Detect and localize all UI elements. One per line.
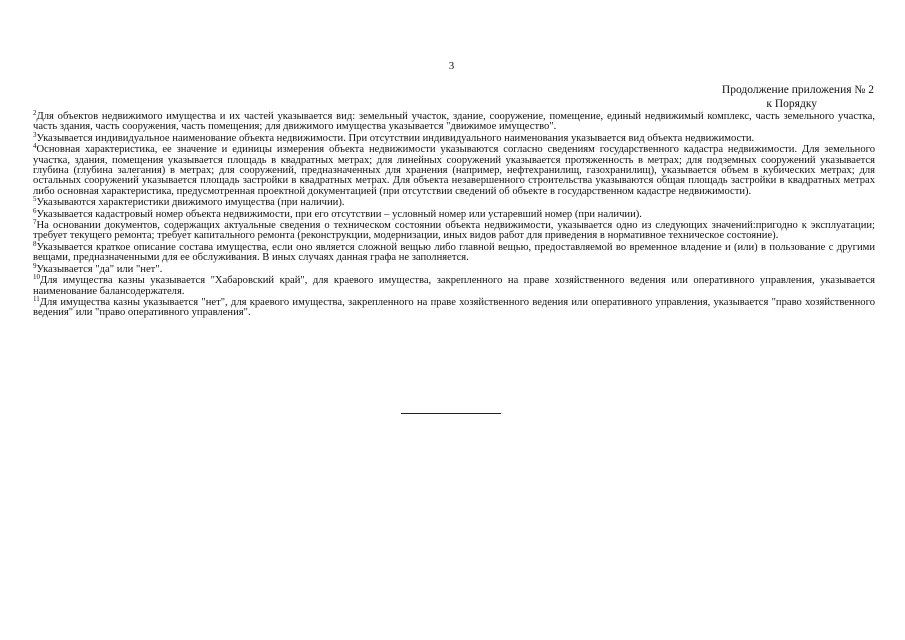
footnote-text: Указывается "да" или "нет". <box>36 263 163 275</box>
footnote-text: Для объектов недвижимого имущества и их частей указывается вид: земельный участок, здание, сооружение, помещение, единый недвижимый комплекс, часть земельного участка, часть здания, часть сооружения, часть помещения; для движимого имущества указывается "движимое имущество". <box>33 111 875 133</box>
footnote-6 <box>33 206 875 220</box>
footnote-text: Основная характеристика, ее значение и единицы измерения объекта недвижимости указываются согласно сведениям государственного кадастра недвижимости. Для земельного участка, здания, помещения указывается площадь в квадратных метрах; для линейных сооружений указывается протяженность в метрах; для подземных сооружений указывается глубина (глубина залегания) в метрах; для сооружений, предназначенных для хранения (например, нефтехранилищ, газохранилищ), указывается объем в кубических метрах; для остальных сооружений указывается площадь застройки в квадратных метрах. Для объекта незавершенного строительства указываются общая площадь застройки в квадратных метрах либо основная характеристика, предусмотренная проектной документацией (при отсутствии сведений об объекте в государственном кадастре недвижимости). <box>33 144 875 197</box>
footnote-marker: 6 <box>33 206 37 215</box>
footnote-9 <box>33 261 875 275</box>
footnote-8 <box>33 239 875 264</box>
footnote-2 <box>33 109 875 133</box>
footnote-marker: 7 <box>33 218 37 227</box>
footnote-marker: 3 <box>33 130 37 139</box>
footnote-11 <box>33 294 875 319</box>
footnote-text: Для имущества казны указывается "нет", для краевого имущества, закрепленного на праве хозяйственного ведения или оперативного управления, указывается "право хозяйственного ведения" или "право оперативного управления". <box>33 296 875 319</box>
footnote-text: Указывается кадастровый номер объекта недвижимости, при его отсутствии – условный номер или устаревший номер (при наличии). <box>36 208 642 220</box>
footnote-text: Указывается краткое описание состава имущества, если оно является сложной вещью либо главной вещью, предоставляемой во временное владение и (или) в пользование с другими вещами, предназначенными для ее обслуживания. В иных случаях данная графа не заполняется. <box>33 241 875 264</box>
footnote-10 <box>33 273 875 297</box>
footnote-text: Указывается индивидуальное наименование объекта недвижимости. При отсутствии индивидуального наименования указывается вид объекта недвижимости. <box>36 132 755 144</box>
footnote-text: На основании документов, содержащих актуальные сведения о техническом состоянии объекта недвижимости, указывается одно из следующих значений:пригодно к эксплуатации; требует текущего ремонта; требует капитального ремонта (реконструкции, модернизации, иных видов работ для приведения в нормативное техническое состояние). <box>33 220 875 242</box>
footnote-marker: 2 <box>33 109 37 117</box>
footnote-marker: 8 <box>33 239 37 248</box>
footnote-marker: 5 <box>33 195 37 204</box>
footnote-4 <box>33 142 875 197</box>
footnote-marker: 11 <box>33 294 40 303</box>
footnote-marker: 9 <box>33 261 37 270</box>
footnote-marker: 10 <box>33 273 40 282</box>
end-divider-line <box>401 413 501 414</box>
footnote-marker: 4 <box>33 142 37 151</box>
appendix-continuation-title: Продолжение приложения № 2 <box>721 84 874 96</box>
footnote-3 <box>33 130 875 144</box>
footnote-text: Для имущества казны указывается "Хабаровский край", для краевого имущества, закрепленного на праве хозяйственного ведения или оперативного управления, указывается наименование балансодержателя. <box>33 275 875 297</box>
footnote-7 <box>33 218 875 242</box>
appendix-subtitle: к Порядку <box>766 98 817 110</box>
footnotes-list <box>33 109 875 319</box>
footnote-text: Указываются характеристики движимого имущества (при наличии). <box>36 197 345 209</box>
page-number: 3 <box>448 60 455 72</box>
footnote-5 <box>33 195 875 209</box>
